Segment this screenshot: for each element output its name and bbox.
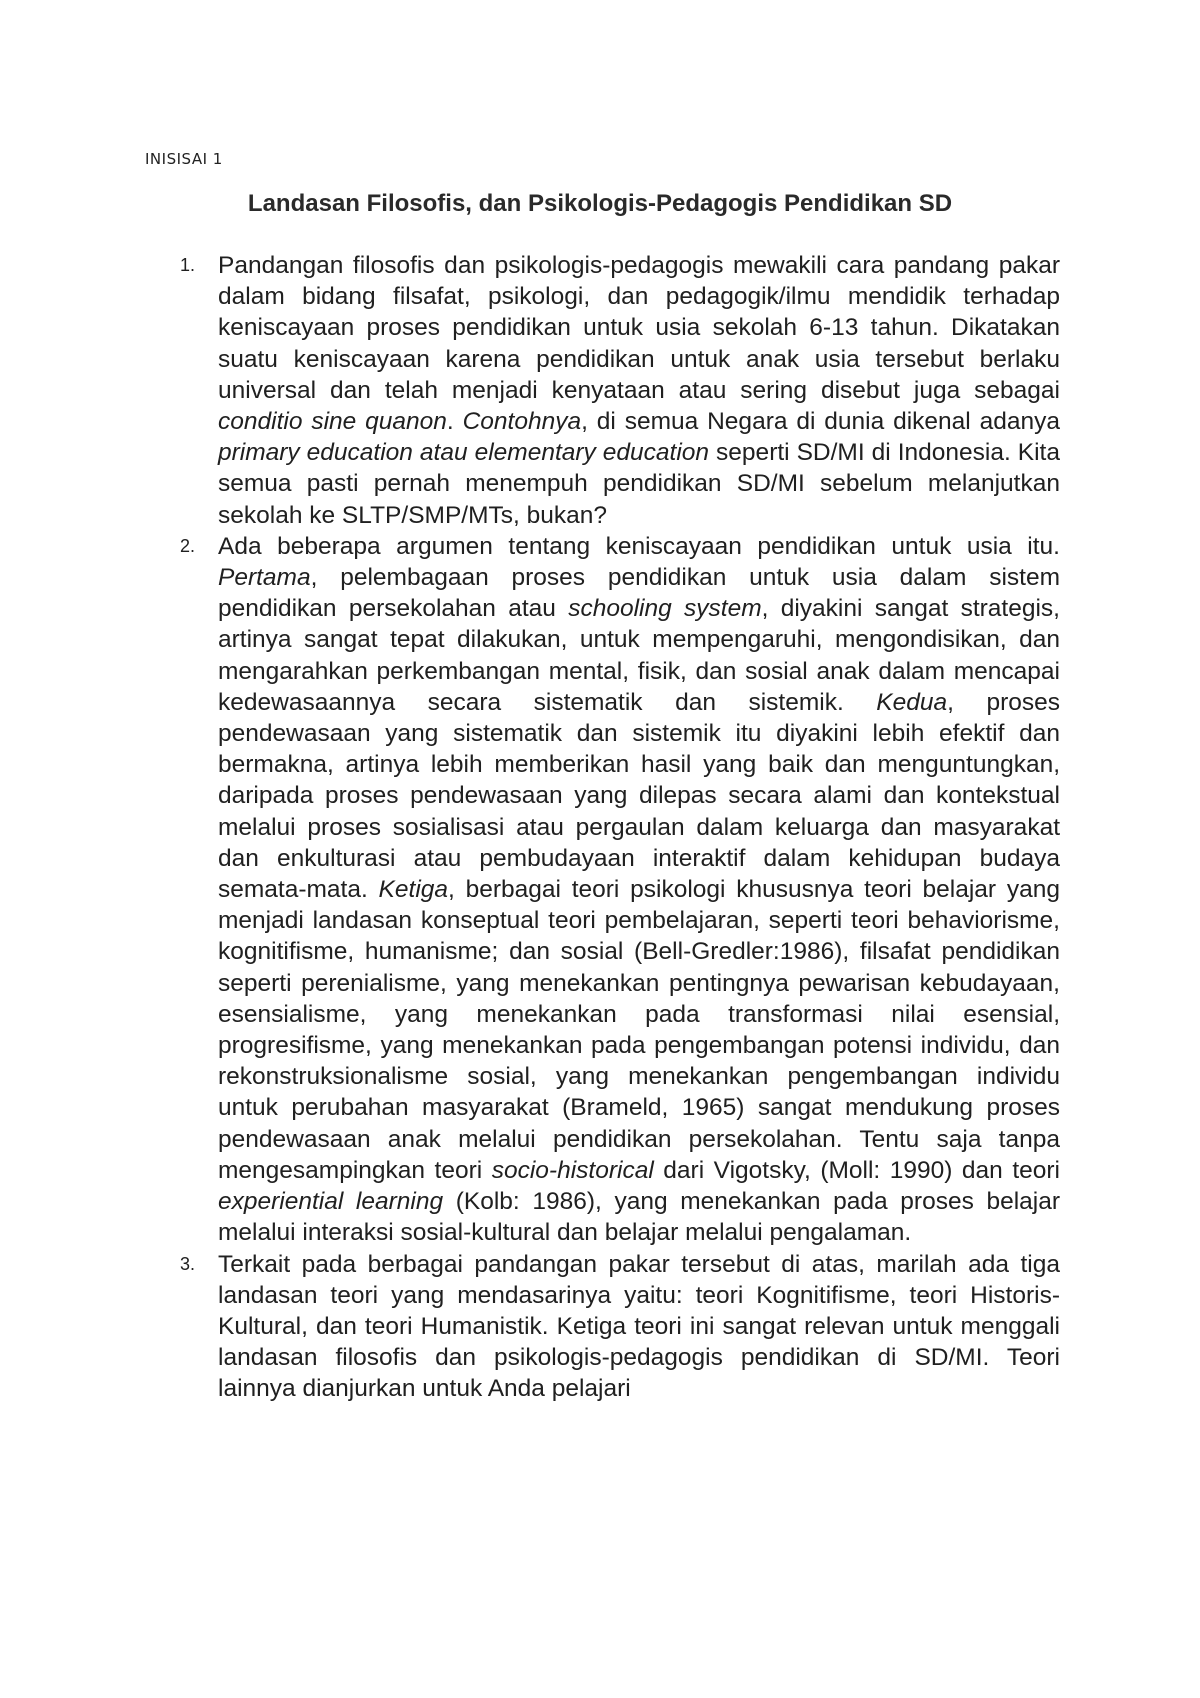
list-item-number: 3. [180,1253,196,1274]
italic-phrase: Contohnya [462,408,582,436]
italic-phrase: conditio sine quanon [218,408,447,436]
list-item [168,1249,1060,1405]
italic-phrase: experiential learning [218,1188,444,1216]
text-run: Ada beberapa argumen tentang keniscayaan pendidikan untuk usia itu. [218,532,1060,560]
text-run: . [446,408,463,436]
italic-phrase: Ketiga [378,876,449,904]
text-run: , diyakini sangat strategis, artinya sangat tepat dilakukan, untuk mempengaruhi, mengondisikan, dan mengarahkan perkembangan mental, fisik, dan sosial anak dalam mencapai kedewasaannya secara sistematik dan sistemik. [218,595,1060,716]
text-run: , di semua Negara di dunia dikenal adanya [581,408,1060,436]
italic-phrase: socio-historical [491,1156,654,1184]
list-item-number: 1. [180,255,196,275]
italic-phrase: schooling system [568,595,762,623]
list-item-number: 2. [180,535,196,556]
italic-phrase: primary education atau elementary education [218,439,710,467]
text-run: , berbagai teori psikologi khususnya teori belajar yang menjadi landasan konseptual teori pembelajaran, seperti teori behaviorisme, kognitifisme, humanisme; dan sosial (Bell-Gredler:1986), filsafat pendidikan seperti perenialisme, yang menekankan pentingnya pewarisan kebudayaan, esensialisme, yang menekankan pada transformasi nilai esensial, progresifisme, yang menekankan pada pengembangan potensi individu, dan rekonstruksionalisme sosial, yang menekankan pengembangan individu untuk perubahan masyarakat (Brameld, 1965) sangat mendukung proses pendewasaan anak melalui pendidikan persekolahan. Tentu saja tanpa mengesampingkan teori [218,876,1060,1184]
text-run: Terkait pada berbagai pandangan pakar tersebut di atas, marilah ada tiga landasan teori yang mendasarinya yaitu: teori Kognitifisme, teori Historis-Kultural, dan teori Humanistik. Ketiga teori ini sangat relevan untuk menggali landasan filosofis dan psikologis-pedagogis pendidikan di SD/MI. Teori lainnya dianjurkan untuk Anda pelajari [218,1250,1060,1403]
list-item-text [218,533,1060,1246]
text-run: Pandangan filosofis dan psikologis-pedagogis mewakili cara pandang pakar dalam bidang filsafat, psikologi, dan pedagogik/ilmu mendidik terhadap keniscayaan proses pendidikan untuk usia sekolah 6-13 tahun. Dikatakan suatu keniscayaan karena pendidikan untuk anak usia tersebut berlaku universal dan telah menjadi kenyataan atau sering disebut juga sebagai [218,252,1060,404]
italic-phrase: Pertama [218,564,311,592]
text-run: , proses pendewasaan yang sistematik dan sistemik itu diyakini lebih efektif dan bermakna, artinya lebih memberikan hasil yang baik dan menguntungkan, daripada proses pendewasaan yang dilepas secara alami dan kontekstual melalui proses sosialisasi atau pergaulan dalam keluarga dan masyarakat dan enkulturasi atau pembudayaan interaktif dalam kehidupan budaya semata-mata. [218,688,1061,904]
list-item-text [218,1251,1060,1403]
italic-phrase: Kedua [876,688,948,716]
text-run: seperti SD/MI di Indonesia. Kita semua pasti pernah menempuh pendidikan SD/MI sebelum melanjutkan sekolah ke SLTP/SMP/MTs, bukan? [218,439,1060,529]
numbered-list [168,250,1060,1405]
text-run: , pelembagaan proses pendidikan untuk usia dalam sistem pendidikan persekolahan atau [218,564,1060,623]
text-run: dari Vigotsky, (Moll: 1990) dan teori [653,1156,1060,1184]
document-title: Landasan Filosofis, dan Psikologis-Pedagogis Pendidikan SD [247,190,953,217]
list-item-text [218,252,1060,529]
text-run: (Kolb: 1986), yang menekankan pada proses belajar melalui interaksi sosial-kultural dan belajar melalui pengalaman. [218,1188,1060,1247]
header-label: INISISAI 1 [145,150,223,168]
list-item [168,531,1060,1249]
list-item [168,250,1060,531]
